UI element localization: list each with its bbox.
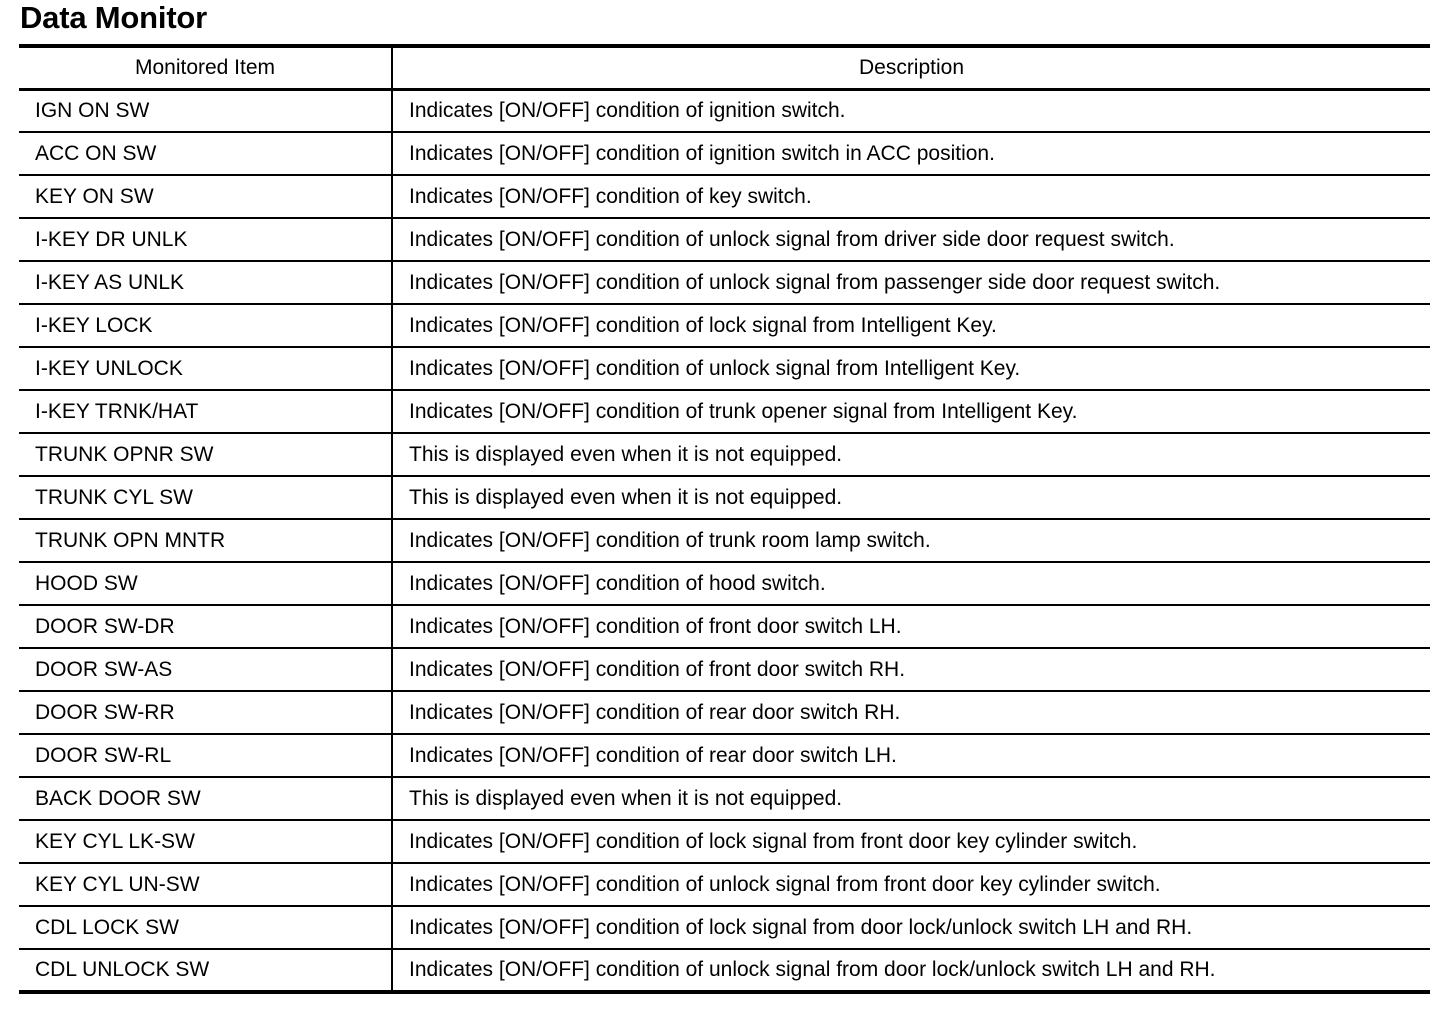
table-row bbox=[19, 605, 1430, 648]
table-row bbox=[19, 519, 1430, 562]
monitored-item-cell: BACK DOOR SW bbox=[19, 777, 392, 820]
description-cell: Indicates [ON/OFF] condition of lock signal from door lock/unlock switch LH and RH. bbox=[392, 906, 1430, 949]
description-cell: This is displayed even when it is not equipped. bbox=[392, 433, 1430, 476]
monitored-item-cell: HOOD SW bbox=[19, 562, 392, 605]
monitored-item-cell: I-KEY TRNK/HAT bbox=[19, 390, 392, 433]
description-cell: Indicates [ON/OFF] condition of trunk opener signal from Intelligent Key. bbox=[392, 390, 1430, 433]
description-cell: Indicates [ON/OFF] condition of trunk room lamp switch. bbox=[392, 519, 1430, 562]
monitored-item-cell: ACC ON SW bbox=[19, 132, 392, 175]
description-cell: Indicates [ON/OFF] condition of key switch. bbox=[392, 175, 1430, 218]
monitored-item-cell: DOOR SW-RR bbox=[19, 691, 392, 734]
table-row bbox=[19, 734, 1430, 777]
description-cell: Indicates [ON/OFF] condition of rear door switch RH. bbox=[392, 691, 1430, 734]
description-cell: Indicates [ON/OFF] condition of unlock signal from front door key cylinder switch. bbox=[392, 863, 1430, 906]
table-row bbox=[19, 648, 1430, 691]
description-cell: This is displayed even when it is not equipped. bbox=[392, 476, 1430, 519]
column-header-monitored-item: Monitored Item bbox=[19, 46, 392, 89]
table-row bbox=[19, 304, 1430, 347]
monitored-item-cell: IGN ON SW bbox=[19, 89, 392, 132]
table-row bbox=[19, 820, 1430, 863]
monitored-item-cell: DOOR SW-AS bbox=[19, 648, 392, 691]
monitored-item-cell: TRUNK CYL SW bbox=[19, 476, 392, 519]
description-cell: Indicates [ON/OFF] condition of front door switch LH. bbox=[392, 605, 1430, 648]
monitored-item-cell: CDL LOCK SW bbox=[19, 906, 392, 949]
table-row bbox=[19, 949, 1430, 992]
table-row bbox=[19, 175, 1430, 218]
description-cell: Indicates [ON/OFF] condition of ignition switch in ACC position. bbox=[392, 132, 1430, 175]
description-cell: Indicates [ON/OFF] condition of unlock signal from door lock/unlock switch LH and RH. bbox=[392, 949, 1430, 992]
description-cell: Indicates [ON/OFF] condition of ignition switch. bbox=[392, 89, 1430, 132]
column-header-description: Description bbox=[392, 46, 1430, 89]
table-row bbox=[19, 906, 1430, 949]
page-title: Data Monitor bbox=[20, 0, 208, 35]
monitored-item-cell: TRUNK OPNR SW bbox=[19, 433, 392, 476]
table-row bbox=[19, 476, 1430, 519]
description-cell: Indicates [ON/OFF] condition of front door switch RH. bbox=[392, 648, 1430, 691]
monitored-item-cell: I-KEY DR UNLK bbox=[19, 218, 392, 261]
table-row bbox=[19, 261, 1430, 304]
table-row bbox=[19, 89, 1430, 132]
table-row bbox=[19, 218, 1430, 261]
data-monitor-table bbox=[19, 44, 1430, 994]
table-row bbox=[19, 433, 1430, 476]
monitored-item-cell: CDL UNLOCK SW bbox=[19, 949, 392, 992]
monitored-item-cell: KEY ON SW bbox=[19, 175, 392, 218]
monitored-item-cell: KEY CYL UN-SW bbox=[19, 863, 392, 906]
table-header-row bbox=[19, 46, 1430, 89]
description-cell: Indicates [ON/OFF] condition of unlock signal from Intelligent Key. bbox=[392, 347, 1430, 390]
table-row bbox=[19, 777, 1430, 820]
monitored-item-cell: I-KEY AS UNLK bbox=[19, 261, 392, 304]
description-cell: This is displayed even when it is not equipped. bbox=[392, 777, 1430, 820]
table-row bbox=[19, 347, 1430, 390]
table-row bbox=[19, 562, 1430, 605]
description-cell: Indicates [ON/OFF] condition of lock signal from Intelligent Key. bbox=[392, 304, 1430, 347]
description-cell: Indicates [ON/OFF] condition of rear door switch LH. bbox=[392, 734, 1430, 777]
monitored-item-cell: KEY CYL LK-SW bbox=[19, 820, 392, 863]
description-cell: Indicates [ON/OFF] condition of hood switch. bbox=[392, 562, 1430, 605]
table-row bbox=[19, 691, 1430, 734]
monitored-item-cell: TRUNK OPN MNTR bbox=[19, 519, 392, 562]
table-row bbox=[19, 132, 1430, 175]
table-row bbox=[19, 863, 1430, 906]
monitored-item-cell: DOOR SW-RL bbox=[19, 734, 392, 777]
table-row bbox=[19, 390, 1430, 433]
monitored-item-cell: I-KEY LOCK bbox=[19, 304, 392, 347]
monitored-item-cell: I-KEY UNLOCK bbox=[19, 347, 392, 390]
description-cell: Indicates [ON/OFF] condition of unlock signal from passenger side door request switch. bbox=[392, 261, 1430, 304]
monitored-item-cell: DOOR SW-DR bbox=[19, 605, 392, 648]
description-cell: Indicates [ON/OFF] condition of lock signal from front door key cylinder switch. bbox=[392, 820, 1430, 863]
description-cell: Indicates [ON/OFF] condition of unlock signal from driver side door request switch. bbox=[392, 218, 1430, 261]
table-body bbox=[19, 89, 1430, 992]
